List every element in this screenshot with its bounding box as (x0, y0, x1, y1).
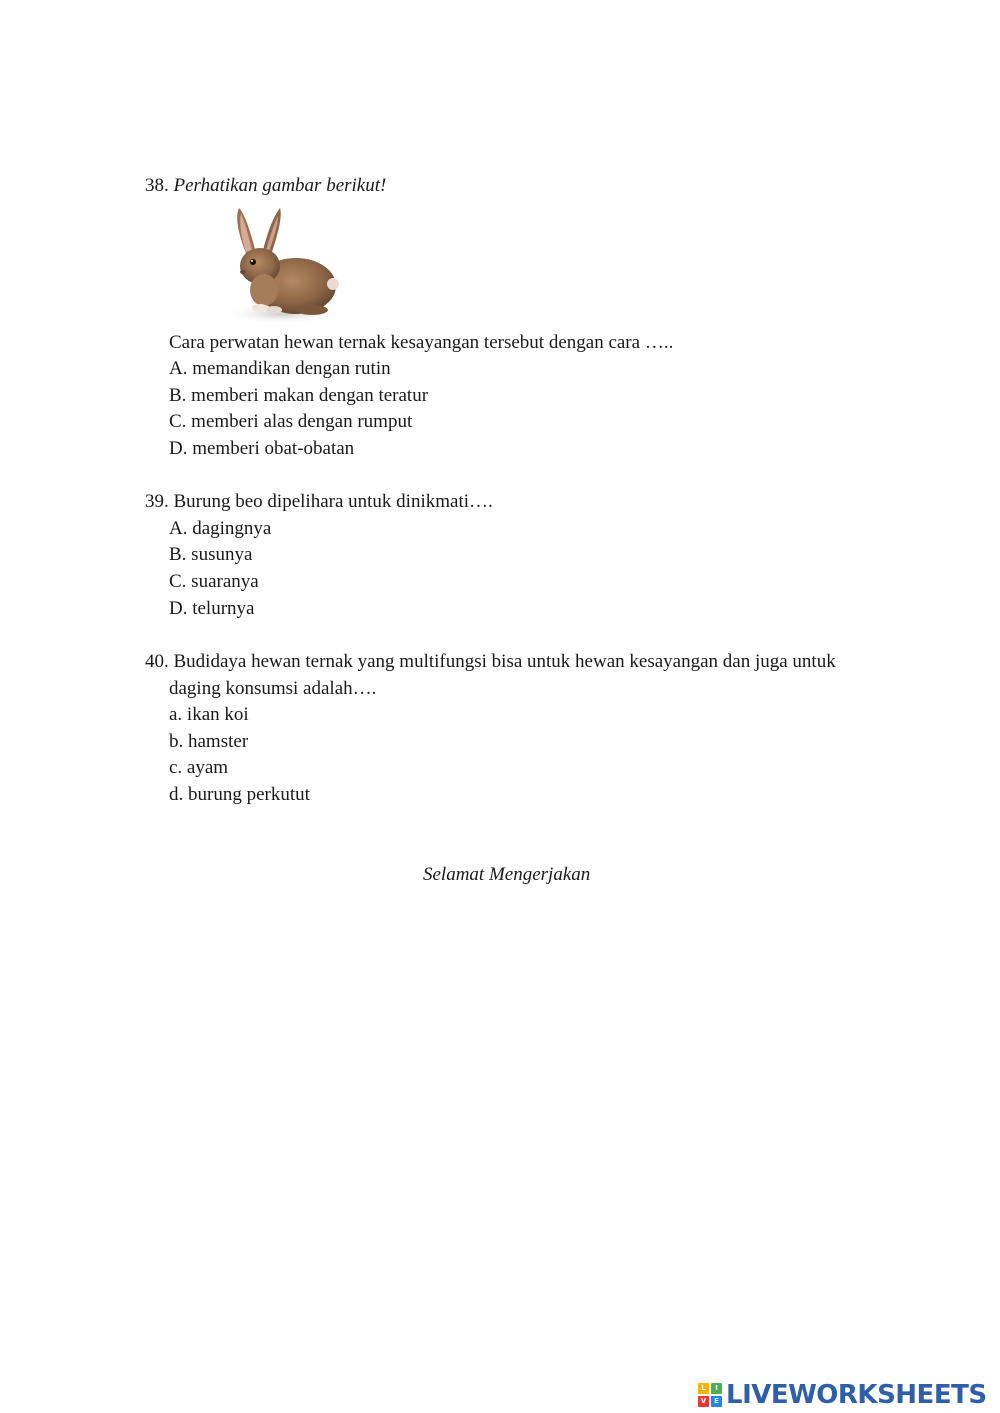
q38-option-c: C. memberi alas dengan rumput (169, 411, 413, 432)
q38-question: Cara perwatan hewan ternak kesayangan tersebut dengan cara ….. (169, 332, 674, 353)
q39-option-d: D. telurnya (169, 598, 255, 619)
q38-prompt: Perhatikan gambar berikut! (173, 175, 387, 196)
logo-tile-e: E (711, 1396, 722, 1407)
q39-option-c: C. suaranya (169, 571, 259, 592)
q40-option-b: b. hamster (169, 731, 249, 752)
q39-option-b: B. susunya (169, 544, 253, 565)
liveworksheets-logo-icon (698, 1383, 722, 1407)
closing-text: Selamat Mengerjakan (423, 864, 591, 885)
q38-header (145, 174, 386, 198)
q38-number: 38. (145, 175, 169, 196)
q38-option-a: A. memandikan dengan rutin (169, 358, 391, 379)
brand-name: LIVEWORKSHEETS (726, 1380, 987, 1410)
logo-tile-l: L (698, 1383, 709, 1394)
q38-option-b: B. memberi makan dengan teratur (169, 385, 429, 406)
q40-option-c: c. ayam (169, 757, 229, 778)
q40-number: 40. (145, 651, 169, 672)
q40-question-line1: Budidaya hewan ternak yang multifungsi bisa untuk hewan kesayangan dan juga untuk (173, 651, 836, 672)
logo-tile-i: I (711, 1383, 722, 1394)
q39-option-a: A. dagingnya (169, 518, 272, 539)
q40-option-a: a. ikan koi (169, 704, 249, 725)
q40-option-d: d. burung perkutut (169, 784, 310, 805)
q39-header (145, 490, 493, 514)
q39-number: 39. (145, 491, 169, 512)
liveworksheets-brand[interactable] (698, 1378, 987, 1412)
q40-question-line2: daging konsumsi adalah…. (169, 678, 377, 699)
rabbit-image (212, 200, 344, 326)
q38-option-d: D. memberi obat-obatan (169, 438, 355, 459)
q39-question: Burung beo dipelihara untuk dinikmati…. (173, 491, 493, 512)
logo-tile-v: V (698, 1396, 709, 1407)
q40-header (145, 650, 836, 674)
